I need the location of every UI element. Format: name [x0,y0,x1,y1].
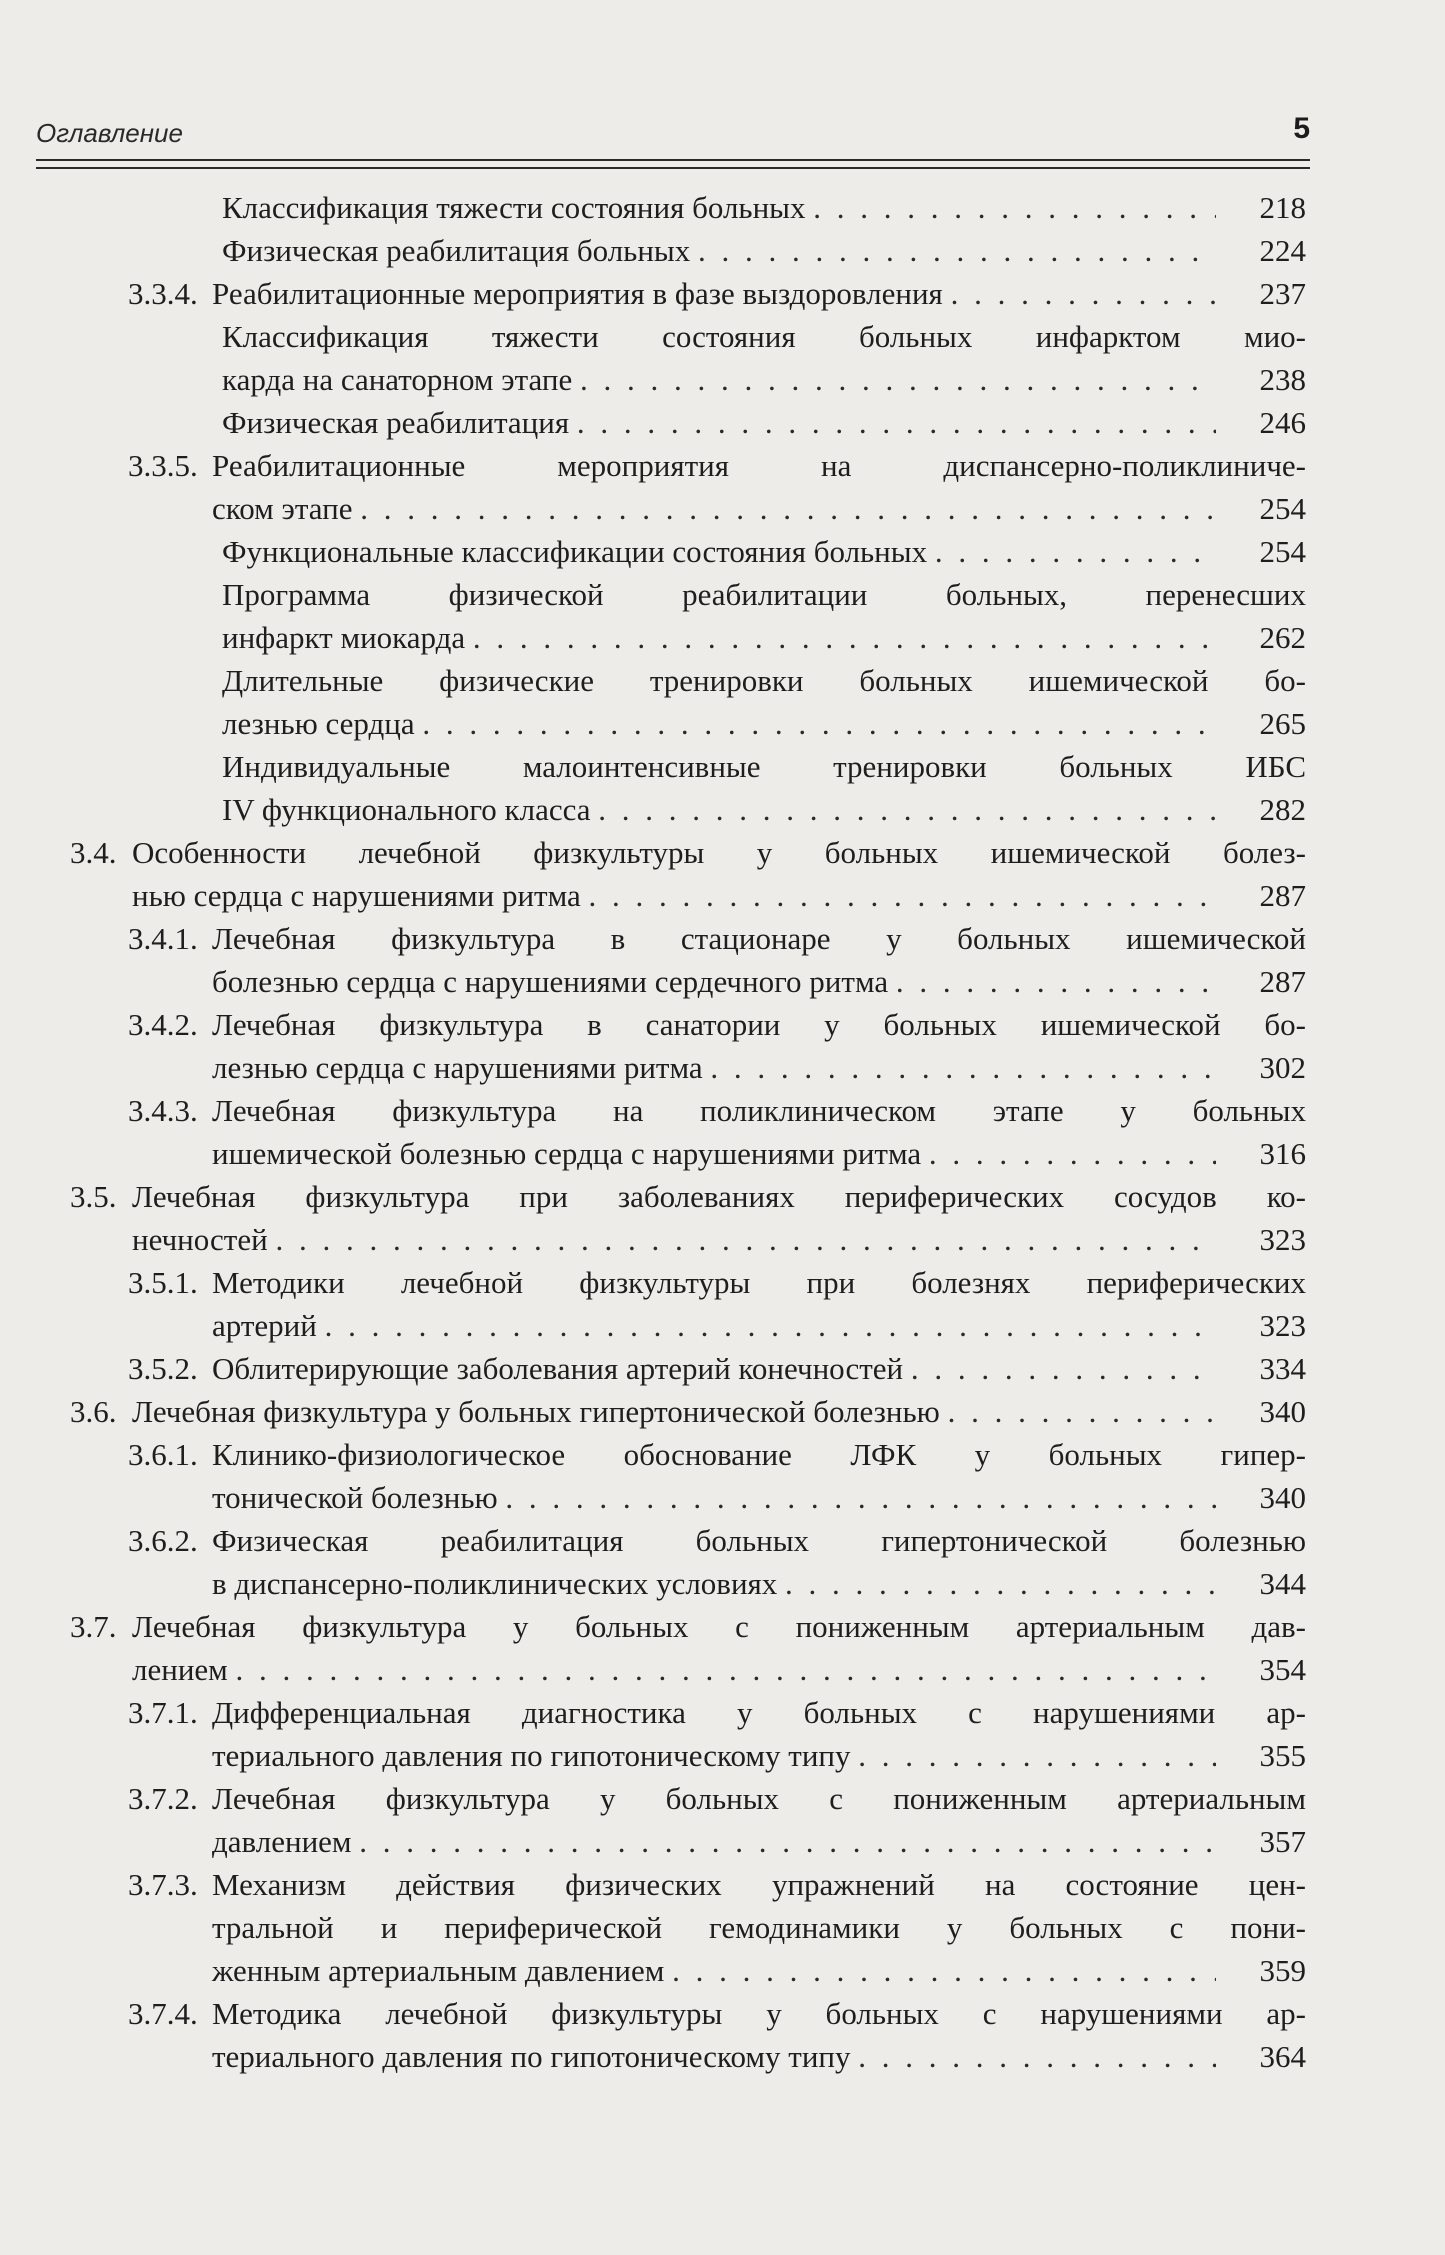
toc-entry-page: 316 [1259,1136,1306,1171]
dot-leader [589,874,1216,918]
toc-entry-title-text: Реабилитационные мероприятия в фазе выздоровления [212,276,951,311]
toc-entry-title-line [212,487,1216,531]
header-rule-top [36,159,1310,161]
toc-entry-page: 359 [1259,1953,1306,1988]
toc-entry-title-line [212,1476,1216,1520]
toc-entry-title-text: Физическая реабилитация [222,405,577,440]
toc-entry-title-text: Классификация тяжести состояния больных [222,190,814,225]
toc-entry-number: 3.4. [70,835,117,870]
toc-entry-title-line [212,1132,1216,1176]
toc-entry-title-line [222,530,1216,574]
toc-entry-page: 344 [1259,1566,1306,1601]
toc-entry-page: 218 [1259,190,1306,225]
toc-entry-title-text: давлением [212,1824,360,1859]
toc-entry-page: 334 [1259,1351,1306,1386]
dot-leader [813,186,1216,230]
toc-entry-title-line [212,1562,1216,1606]
toc-entry-page: 262 [1259,620,1306,655]
dot-leader [858,2035,1216,2079]
dot-leader [710,1046,1216,1090]
toc-entry-page: 302 [1259,1050,1306,1085]
toc-entry-title-line: тральной и периферической гемодинамики у больных с пони- [212,1910,1306,1945]
toc-entry-title-text: ском этапе [212,491,361,526]
toc-entry-number: 3.4.1. [128,921,198,956]
toc-entry-page: 224 [1259,233,1306,268]
dot-leader [580,358,1216,402]
toc-entry-page: 254 [1259,491,1306,526]
toc-entry-title-text: Облитерирующие заболевания артерий конечностей [212,1351,911,1386]
toc-entry-number: 3.5.1. [128,1265,198,1300]
toc-entry-page: 287 [1259,964,1306,999]
dot-leader [236,1648,1216,1692]
toc-entry-page: 287 [1259,878,1306,913]
dot-leader [948,1390,1216,1434]
toc-entry-title-line: Реабилитационные мероприятия на диспансерно-поликлиниче- [212,448,1306,483]
toc-entry-number: 3.6.1. [128,1437,198,1472]
toc-entry-title-text: Функциональные классификации состояния больных [222,534,935,569]
toc-entry-page: 254 [1259,534,1306,569]
dot-leader [598,788,1216,832]
page-number: 5 [1293,112,1310,145]
toc-entry-title-text: инфаркт миокарда [222,620,473,655]
dot-leader [275,1218,1216,1262]
toc-entry-title-text: тонической болезнью [212,1480,506,1515]
toc-entry-title-line [132,1648,1216,1692]
toc-entry-page: 237 [1259,276,1306,311]
dot-leader [325,1304,1216,1348]
toc-entry-number: 3.3.5. [128,448,198,483]
toc-entry-title-text: лением [132,1652,236,1687]
toc-entry-title-line: Лечебная физкультура в санатории у больных ишемической бо- [212,1007,1306,1042]
toc-entry-page: 323 [1259,1222,1306,1257]
toc-entry-title-text: в диспансерно-поликлинических условиях [212,1566,786,1601]
toc-entry-title-line [132,1218,1216,1262]
dot-leader [473,616,1216,660]
toc-entry-title-line: Методики лечебной физкультуры при болезнях периферических [212,1265,1306,1300]
toc-entry-number: 3.7.2. [128,1781,198,1816]
toc-entry-title-line [222,229,1216,273]
dot-leader [577,401,1216,445]
dot-leader [359,1820,1216,1864]
toc-entry-title-text: териального давления по гипотоническому типу [212,2039,859,2074]
toc-entry-title-line [132,1390,1216,1434]
toc-entry-title-line [212,1304,1216,1348]
toc-entry-title-text: лезнью сердца [222,706,423,741]
dot-leader [785,1562,1216,1606]
toc-entry-page: 354 [1259,1652,1306,1687]
toc-entry-title-line [222,702,1216,746]
toc-entry-title-line [222,788,1216,832]
toc-entry-title-line: Лечебная физкультура при заболеваниях периферических сосудов ко- [132,1179,1306,1214]
toc-entry-page: 340 [1259,1394,1306,1429]
toc-entry-title-text: IV функционального класса [222,792,599,827]
toc-entry-title-line: Особенности лечебной физкультуры у больных ишемической болез- [132,835,1306,870]
toc-entry-title-text: Лечебная физкультура у больных гипертонической болезнью [132,1394,948,1429]
dot-leader [911,1347,1216,1391]
toc-entry-page: 364 [1259,2039,1306,2074]
dot-leader [951,272,1216,316]
toc-entry-page: 282 [1259,792,1306,827]
toc-entry-title-line [212,1046,1216,1090]
toc-entry-title-text: териального давления по гипотоническому типу [212,1738,859,1773]
toc-entry-title-text: женным артериальным давлением [212,1953,673,1988]
toc-entry-title-line [212,1949,1216,1993]
toc-entry-title-line: Длительные физические тренировки больных ишемической бо- [222,663,1306,698]
toc-entry-title-text: карда на санаторном этапе [222,362,580,397]
dot-leader [698,229,1216,273]
toc-entry-number: 3.4.3. [128,1093,198,1128]
toc-entry-page: 323 [1259,1308,1306,1343]
toc-entry-page: 357 [1259,1824,1306,1859]
toc-entry-title-line: Программа физической реабилитации больных, перенесших [222,577,1306,612]
toc-entry-title-line [212,2035,1216,2079]
toc-entry-title-line [212,1734,1216,1778]
toc-entry-number: 3.7.4. [128,1996,198,2031]
toc-entry-title-line [212,960,1216,1004]
toc-entry-title-line [212,1347,1216,1391]
toc-entry-number: 3.6.2. [128,1523,198,1558]
toc-entry-title-text: лезнью сердца с нарушениями ритма [212,1050,711,1085]
toc-entry-page: 265 [1259,706,1306,741]
toc-entry-page: 340 [1259,1480,1306,1515]
dot-leader [505,1476,1216,1520]
toc-entry-page: 246 [1259,405,1306,440]
toc-entry-title-line: Лечебная физкультура у больных с пониженным артериальным дав- [132,1609,1306,1644]
toc-entry-title-line: Индивидуальные малоинтенсивные тренировки больных ИБС [222,749,1306,784]
toc-entry-title-line: Классификация тяжести состояния больных инфарктом мио- [222,319,1306,354]
toc-entry-title-text: ишемической болезнью сердца с нарушениями ритма [212,1136,929,1171]
toc-entry-title-line: Клинико-физиологическое обоснование ЛФК у больных гипер- [212,1437,1306,1472]
toc-entry-title-text: нечностей [132,1222,276,1257]
toc-entry-title-line: Физическая реабилитация больных гипертонической болезнью [212,1523,1306,1558]
toc-entry-title-text: артерий [212,1308,325,1343]
dot-leader [422,702,1216,746]
toc-entry-title-line [222,358,1216,402]
toc-entry-number: 3.4.2. [128,1007,198,1042]
header-rule-bottom [36,167,1310,169]
dot-leader [360,487,1216,531]
toc-entry-number: 3.5. [70,1179,117,1214]
running-head [36,112,1310,158]
toc-entry-title-line: Дифференциальная диагностика у больных с нарушениями ар- [212,1695,1306,1730]
toc-entry-number: 3.7.3. [128,1867,198,1902]
toc-entry-number: 3.7. [70,1609,117,1644]
dot-leader [896,960,1216,1004]
dot-leader [935,530,1216,574]
toc-entry-title-text: болезнью сердца с нарушениями сердечного ритма [212,964,896,999]
toc-entry-number: 3.3.4. [128,276,198,311]
dot-leader [858,1734,1216,1778]
toc-entry-number: 3.7.1. [128,1695,198,1730]
toc-entry-title-line: Методика лечебной физкультуры у больных с нарушениями ар- [212,1996,1306,2031]
toc-entry-title-line [132,874,1216,918]
toc-entry-title-line [222,401,1216,445]
dot-leader [672,1949,1216,1993]
toc-entry-title-line: Лечебная физкультура на поликлиническом этапе у больных [212,1093,1306,1128]
toc-entry-title-line: Лечебная физкультура в стационаре у больных ишемической [212,921,1306,956]
toc-entry-title-line [212,1820,1216,1864]
running-head-title: Оглавление [36,118,183,148]
toc-entry-number: 3.5.2. [128,1351,198,1386]
toc-entry-number: 3.6. [70,1394,117,1429]
toc-entry-title-line [222,616,1216,660]
dot-leader [929,1132,1216,1176]
toc-entry-title-line: Механизм действия физических упражнений на состояние цен- [212,1867,1306,1902]
toc-entry-page: 238 [1259,362,1306,397]
toc-entry-title-line [212,272,1216,316]
toc-entry-title-text: нью сердца с нарушениями ритма [132,878,589,913]
toc-entry-page: 355 [1259,1738,1306,1773]
toc-entry-title-line: Лечебная физкультура у больных с пониженным артериальным [212,1781,1306,1816]
toc-entry-title-text: Физическая реабилитация больных [222,233,698,268]
toc-entry-title-line [222,186,1216,230]
